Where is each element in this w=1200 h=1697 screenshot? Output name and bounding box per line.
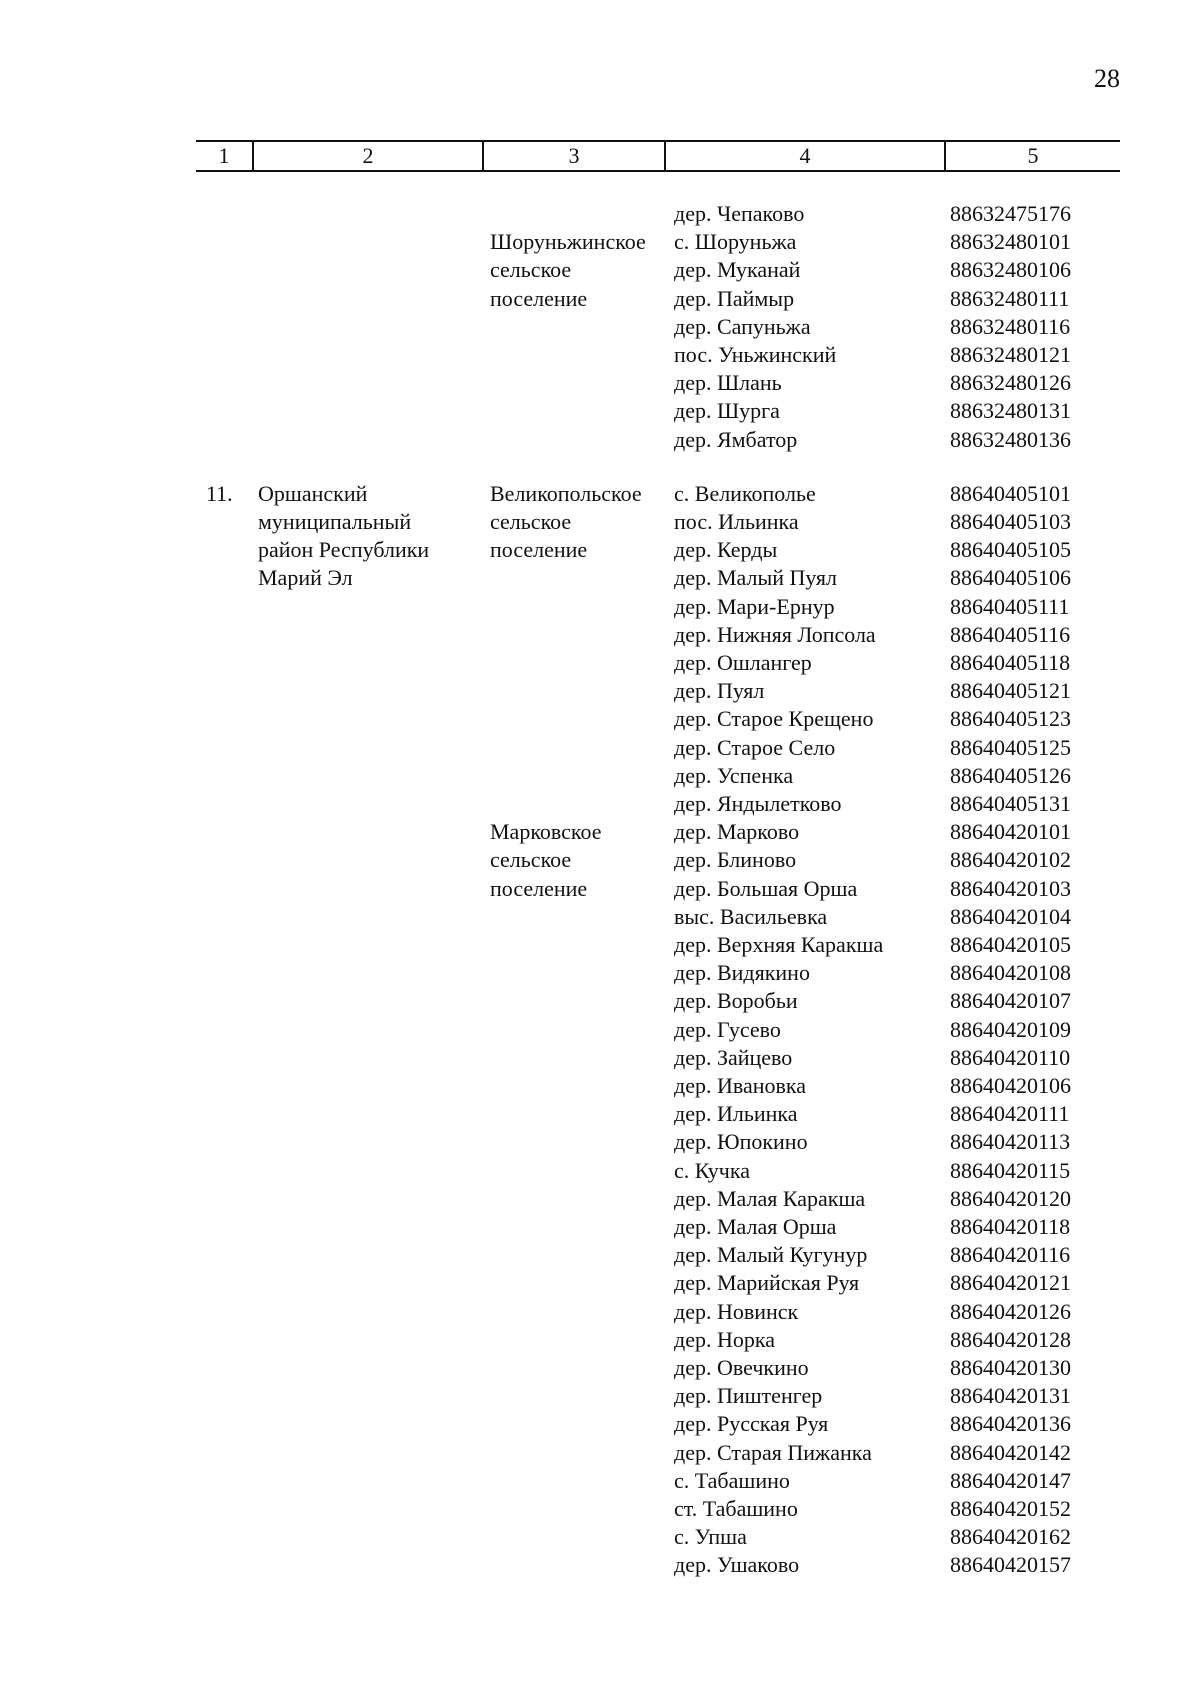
table-row <box>0 536 1200 564</box>
table-row <box>0 649 1200 677</box>
table-row <box>0 875 1200 903</box>
table-row <box>0 677 1200 705</box>
cell-col-4: дер. Мари-Ернур <box>674 593 835 619</box>
cell-col-4: пос. Уньжинский <box>674 342 837 367</box>
table-row <box>0 228 1200 256</box>
cell-col-5: 88640405123 <box>950 706 1071 732</box>
cell-col-4: дер. Пуял <box>674 678 765 704</box>
table-row <box>0 1326 1200 1354</box>
cell-col-4: дер. Ошлангер <box>674 650 812 675</box>
cell-col-5: 88640420128 <box>950 1326 1071 1352</box>
cell-col-4: дер. Марийская Руя <box>674 1270 860 1296</box>
table-row <box>0 341 1200 369</box>
table-row <box>0 818 1200 846</box>
table-row <box>0 369 1200 397</box>
table-header <box>196 140 1120 172</box>
header-col-4: 4 <box>799 143 811 168</box>
cell-col-4: с. Табашино <box>674 1467 790 1493</box>
cell-col-5: 88632475176 <box>950 201 1071 226</box>
cell-col-4: дер. Овечкино <box>674 1355 809 1380</box>
table-row <box>0 1354 1200 1382</box>
cell-col-4: дер. Зайцево <box>674 1044 793 1070</box>
cell-col-5: 88632480116 <box>950 313 1071 339</box>
header-col-2: 2 <box>362 143 374 168</box>
cell-col-3: сельское <box>490 257 572 283</box>
cell-col-4: дер. Ямбатор <box>674 426 798 452</box>
table-row <box>0 593 1200 621</box>
cell-col-4: дер. Малая Орша <box>674 1214 837 1239</box>
cell-col-5: 88640420109 <box>950 1016 1071 1042</box>
table-row <box>0 1185 1200 1213</box>
cell-col-5: 88640405116 <box>950 621 1071 647</box>
cell-col-4: дер. Малая Каракша <box>674 1185 866 1211</box>
cell-col-3: сельское <box>490 847 572 873</box>
header-col-3: 3 <box>568 143 580 168</box>
page-number: 28 <box>1094 64 1120 93</box>
cell-col-5: 88640405131 <box>950 791 1071 816</box>
table-row <box>0 846 1200 874</box>
table-row <box>0 200 1200 228</box>
cell-col-5: 88640405101 <box>950 480 1071 506</box>
cell-col-5: 88640420107 <box>950 988 1071 1014</box>
cell-col-5: 88640420126 <box>950 1298 1071 1324</box>
cell-col-5: 88640420116 <box>950 1242 1071 1268</box>
cell-col-3: Великопольское <box>490 480 642 506</box>
cell-col-5: 88632480121 <box>950 342 1071 367</box>
table-row <box>0 1072 1200 1100</box>
cell-col-5: 88640420115 <box>950 1157 1071 1183</box>
table-row <box>0 508 1200 536</box>
table-row <box>0 987 1200 1015</box>
cell-col-5: 88640420131 <box>950 1383 1071 1409</box>
table-row <box>0 1044 1200 1072</box>
cell-col-4: дер. Верхняя Каракша <box>674 932 884 957</box>
table-row <box>0 790 1200 818</box>
cell-col-5: 88640420121 <box>950 1270 1071 1296</box>
table-row <box>0 931 1200 959</box>
cell-col-5: 88640420118 <box>950 1214 1071 1239</box>
cell-col-4: дер. Пиштенгер <box>674 1383 823 1409</box>
table-row <box>0 621 1200 649</box>
cell-col-4: дер. Старая Пижанка <box>674 1439 872 1465</box>
cell-col-4: дер. Керды <box>674 537 778 563</box>
cell-col-5: 88640405121 <box>950 678 1071 704</box>
table-row <box>0 1382 1200 1410</box>
cell-col-4: с. Кучка <box>674 1157 750 1183</box>
cell-col-4: дер. Большая Орша <box>674 875 858 901</box>
cell-col-4: дер. Успенка <box>674 762 794 788</box>
cell-col-4: дер. Ушаково <box>674 1552 800 1578</box>
cell-col-3: поселение <box>490 285 588 311</box>
cell-col-5: 88640405111 <box>950 593 1070 619</box>
cell-col-5: 88640420136 <box>950 1411 1071 1437</box>
cell-col-5: 88640405126 <box>950 762 1071 788</box>
header-col-1: 1 <box>218 143 230 168</box>
table-row <box>0 1241 1200 1269</box>
cell-col-5: 88640420113 <box>950 1129 1071 1155</box>
cell-col-4: дер. Нижняя Лопсола <box>674 621 876 647</box>
cell-col-5: 88640405118 <box>950 650 1071 675</box>
cell-col-5: 88632480101 <box>950 229 1071 255</box>
table-row <box>0 1410 1200 1438</box>
table-row <box>0 1439 1200 1467</box>
cell-col-5: 88640420111 <box>950 1101 1070 1127</box>
cell-col-5: 88632480136 <box>950 426 1071 452</box>
table-row <box>0 1213 1200 1241</box>
table-row <box>0 1100 1200 1128</box>
cell-col-2: Марий Эл <box>258 565 353 591</box>
cell-col-1: 11. <box>206 480 233 506</box>
cell-col-5: 88640420152 <box>950 1496 1071 1521</box>
cell-col-5: 88640420147 <box>950 1467 1071 1493</box>
cell-col-4: пос. Ильинка <box>674 509 799 534</box>
cell-col-4: дер. Ивановка <box>674 1073 806 1098</box>
table-row <box>0 1269 1200 1297</box>
cell-col-4: выс. Васильевка <box>674 903 828 929</box>
cell-col-4: дер. Ильинка <box>674 1101 798 1127</box>
cell-col-3: сельское <box>490 509 572 534</box>
cell-col-4: дер. Паймыр <box>674 285 795 311</box>
table-row <box>0 1495 1200 1523</box>
cell-col-4: дер. Марково <box>674 819 800 845</box>
cell-col-5: 88632480126 <box>950 370 1071 396</box>
table-row <box>0 1467 1200 1495</box>
cell-col-5: 88640420142 <box>950 1439 1071 1465</box>
cell-col-4: дер. Яндылетково <box>674 791 842 816</box>
cell-col-3: Марковское <box>490 819 602 845</box>
table-row <box>0 313 1200 341</box>
cell-col-5: 88640420110 <box>950 1044 1071 1070</box>
cell-col-5: 88640420103 <box>950 875 1071 901</box>
cell-col-5: 88640420105 <box>950 932 1071 957</box>
table-row <box>0 1298 1200 1326</box>
table-row <box>0 397 1200 425</box>
cell-col-5: 88640405103 <box>950 509 1071 534</box>
cell-col-4: с. Шоруньжа <box>674 229 797 255</box>
table-row <box>0 1523 1200 1551</box>
cell-col-4: дер. Муканай <box>674 257 801 283</box>
table-row <box>0 426 1200 454</box>
cell-col-5: 88640405125 <box>950 734 1071 760</box>
cell-col-5: 88640405105 <box>950 537 1071 563</box>
table-row <box>0 256 1200 284</box>
cell-col-5: 88640420104 <box>950 903 1071 929</box>
cell-col-2: муниципальный <box>258 509 412 534</box>
cell-col-5: 88640405106 <box>950 565 1071 591</box>
cell-col-3: Шоруньжинское <box>490 229 646 255</box>
cell-col-5: 88632480111 <box>950 285 1070 311</box>
cell-col-5: 88640420101 <box>950 819 1071 845</box>
table-row <box>0 1551 1200 1579</box>
cell-col-5: 88632480131 <box>950 398 1071 424</box>
table-row <box>0 1128 1200 1156</box>
cell-col-4: дер. Видякино <box>674 960 810 986</box>
table-row <box>0 734 1200 762</box>
cell-col-4: дер. Сапуньжа <box>674 313 811 339</box>
header-col-5: 5 <box>1027 143 1039 168</box>
cell-col-4: дер. Блиново <box>674 847 797 873</box>
cell-col-4: дер. Чепаково <box>674 201 805 226</box>
cell-col-4: дер. Малый Пуял <box>674 565 837 591</box>
table-row <box>0 480 1200 508</box>
table-row <box>0 1016 1200 1044</box>
cell-col-5: 88640420130 <box>950 1355 1071 1380</box>
cell-col-4: с. Великополье <box>674 480 816 506</box>
cell-col-4: дер. Воробьи <box>674 988 798 1014</box>
cell-col-5: 88640420157 <box>950 1552 1071 1578</box>
cell-col-2: Оршанский <box>258 480 368 506</box>
cell-col-3: поселение <box>490 875 588 901</box>
cell-col-5: 88640420106 <box>950 1073 1071 1098</box>
table-row <box>0 903 1200 931</box>
cell-col-4: дер. Русская Руя <box>674 1411 829 1437</box>
table-row <box>0 959 1200 987</box>
cell-col-4: дер. Новинск <box>674 1298 799 1324</box>
table-row <box>0 705 1200 733</box>
cell-col-4: дер. Шурга <box>674 398 780 424</box>
cell-col-4: дер. Гусево <box>674 1016 781 1042</box>
table-row <box>0 1157 1200 1185</box>
table-row <box>0 762 1200 790</box>
cell-col-4: дер. Малый Кугунур <box>674 1242 868 1268</box>
cell-col-2: район Республики <box>258 537 430 563</box>
cell-col-4: дер. Старое Крещено <box>674 706 874 732</box>
cell-col-5: 88640420102 <box>950 847 1071 873</box>
cell-col-5: 88632480106 <box>950 257 1071 283</box>
cell-col-4: ст. Табашино <box>674 1496 798 1521</box>
cell-col-5: 88640420162 <box>950 1524 1071 1550</box>
cell-col-4: дер. Старое Село <box>674 734 836 760</box>
table-row <box>0 285 1200 313</box>
cell-col-4: дер. Норка <box>674 1326 775 1352</box>
cell-col-3: поселение <box>490 537 588 563</box>
cell-col-4: дер. Шлань <box>674 370 782 396</box>
cell-col-4: дер. Юпокино <box>674 1129 808 1155</box>
cell-col-4: с. Упша <box>674 1524 747 1550</box>
cell-col-5: 88640420108 <box>950 960 1071 986</box>
cell-col-5: 88640420120 <box>950 1185 1071 1211</box>
table-row <box>0 564 1200 592</box>
